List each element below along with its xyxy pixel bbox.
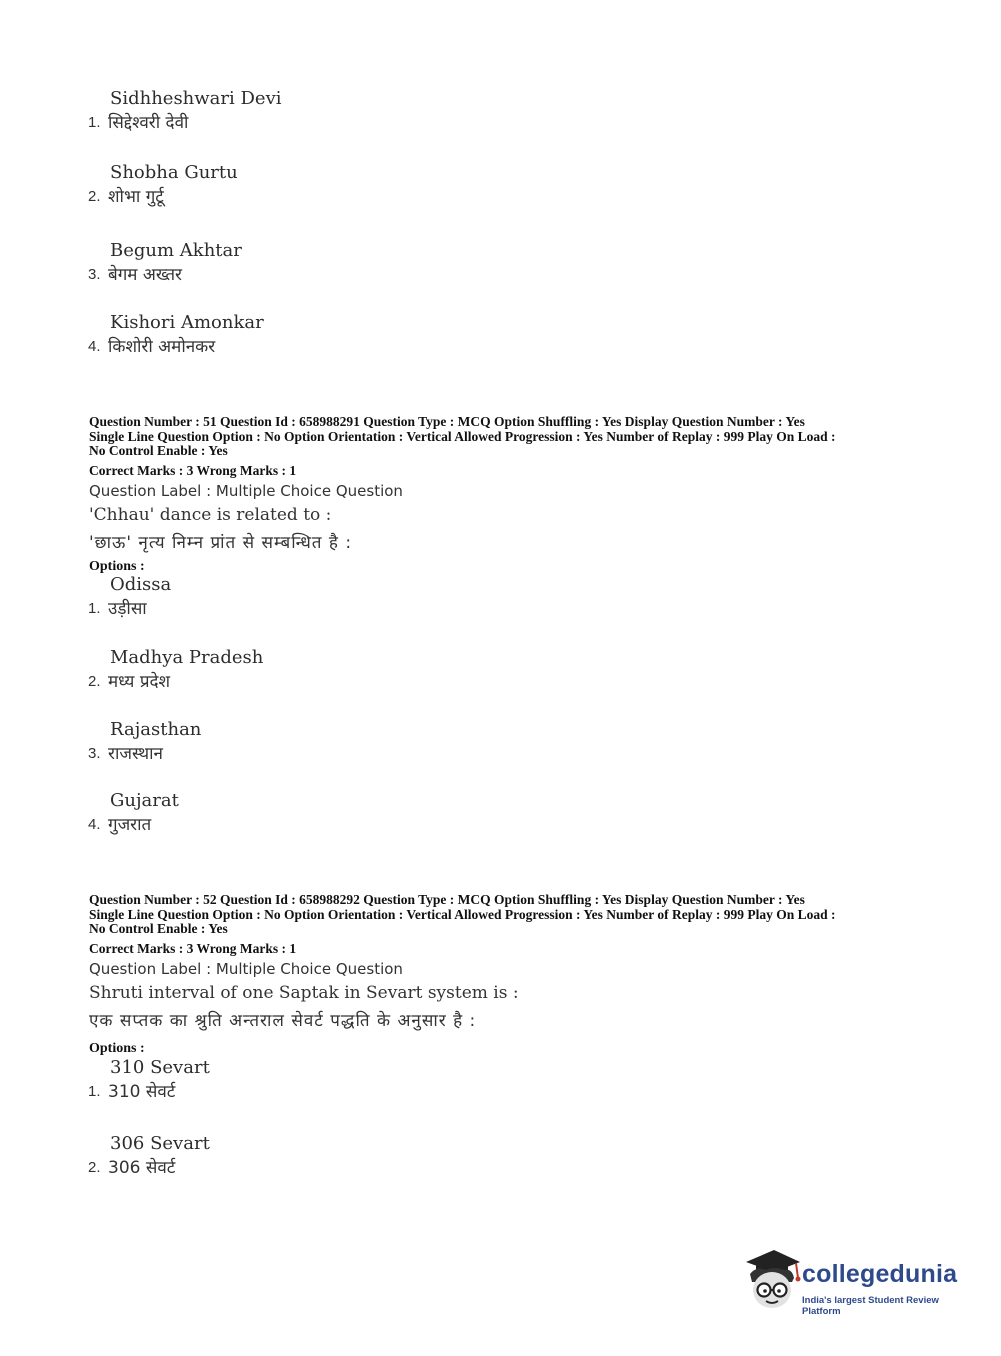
option-english: Sidhheshwari Devi (110, 88, 282, 109)
option-hindi: 306 सेवर्ट (108, 1158, 176, 1178)
option-hindi: गुजरात (108, 815, 152, 835)
question-52-marks: Correct Marks : 3 Wrong Marks : 1 (89, 941, 297, 956)
question-51-label: Question Label : Multiple Choice Question (89, 482, 403, 500)
metadata-line: Single Line Question Option : No Option Orientation : Vertical Allowed Progression : Yes Number of Replay : 999 Play On Load : (89, 428, 836, 444)
option-number: 4. (88, 338, 101, 355)
option-hindi: किशोरी अमोनकर (108, 337, 216, 357)
option-number: 2. (88, 188, 101, 205)
question-51-metadata (89, 415, 919, 459)
q51-option-2 (88, 647, 263, 695)
prev-option-4 (88, 312, 264, 360)
option-hindi: सिद्देश्वरी देवी (108, 113, 189, 133)
option-english: Rajasthan (110, 719, 202, 740)
q51-option-1 (88, 574, 171, 622)
metadata-line: Question Number : 51 Question Id : 658988291 Question Type : MCQ Option Shuffling : Yes Display Question Number : Yes (89, 414, 805, 429)
question-52-metadata (89, 893, 919, 937)
option-english: Madhya Pradesh (110, 647, 264, 668)
option-english: Gujarat (110, 790, 179, 811)
option-english: Begum Akhtar (110, 240, 242, 261)
option-english: Odissa (110, 574, 172, 595)
q52-option-1 (88, 1057, 210, 1105)
metadata-line: No Control Enable : Yes (89, 443, 228, 458)
question-51-text-english: 'Chhau' dance is related to : (89, 505, 332, 525)
collegedunia-logo[interactable] (740, 1248, 970, 1318)
question-52-options-label: Options : (89, 1041, 145, 1056)
option-hindi: राजस्थान (108, 744, 163, 764)
option-english: 310 Sevart (110, 1057, 210, 1078)
option-number: 3. (88, 266, 101, 283)
student-mascot-icon (740, 1248, 802, 1314)
question-51-options-label: Options : (89, 559, 145, 574)
option-number: 1. (88, 114, 101, 131)
option-number: 3. (88, 745, 101, 762)
question-52-label: Question Label : Multiple Choice Question (89, 960, 403, 978)
option-hindi: शोभा गुर्टू (108, 187, 164, 207)
q52-option-2 (88, 1133, 210, 1181)
option-number: 1. (88, 600, 101, 617)
option-english: Kishori Amonkar (110, 312, 264, 333)
prev-option-3 (88, 240, 242, 288)
prev-option-1 (88, 88, 282, 136)
option-english: 306 Sevart (110, 1133, 210, 1154)
metadata-line: No Control Enable : Yes (89, 921, 228, 936)
metadata-line: Question Number : 52 Question Id : 658988292 Question Type : MCQ Option Shuffling : Yes Display Question Number : Yes (89, 892, 805, 907)
brand-tagline: India's largest Student Review Platform (802, 1295, 939, 1317)
question-52-text-english: Shruti interval of one Saptak in Sevart system is : (89, 983, 519, 1003)
metadata-line: Single Line Question Option : No Option Orientation : Vertical Allowed Progression : Yes Number of Replay : 999 Play On Load : (89, 906, 836, 922)
q51-option-4 (88, 790, 179, 838)
question-51-text-hindi: 'छाऊ' नृत्य निम्न प्रांत से सम्बन्धित है : (89, 533, 353, 553)
option-english: Shobha Gurtu (110, 162, 238, 183)
option-hindi: 310 सेवर्ट (108, 1082, 176, 1102)
q51-option-3 (88, 719, 201, 767)
prev-option-2 (88, 162, 238, 210)
option-hindi: बेगम अख्तर (108, 265, 182, 285)
brand-name: collegedunia (802, 1260, 958, 1288)
option-number: 2. (88, 673, 101, 690)
option-number: 2. (88, 1159, 101, 1176)
question-51-marks: Correct Marks : 3 Wrong Marks : 1 (89, 463, 297, 478)
option-hindi: मध्य प्रदेश (108, 672, 171, 692)
option-number: 4. (88, 816, 101, 833)
option-hindi: उड़ीसा (108, 599, 147, 619)
question-52-text-hindi: एक सप्तक का श्रुति अन्तराल सेवर्ट पद्धति के अनुसार है : (89, 1011, 477, 1031)
option-number: 1. (88, 1083, 101, 1100)
